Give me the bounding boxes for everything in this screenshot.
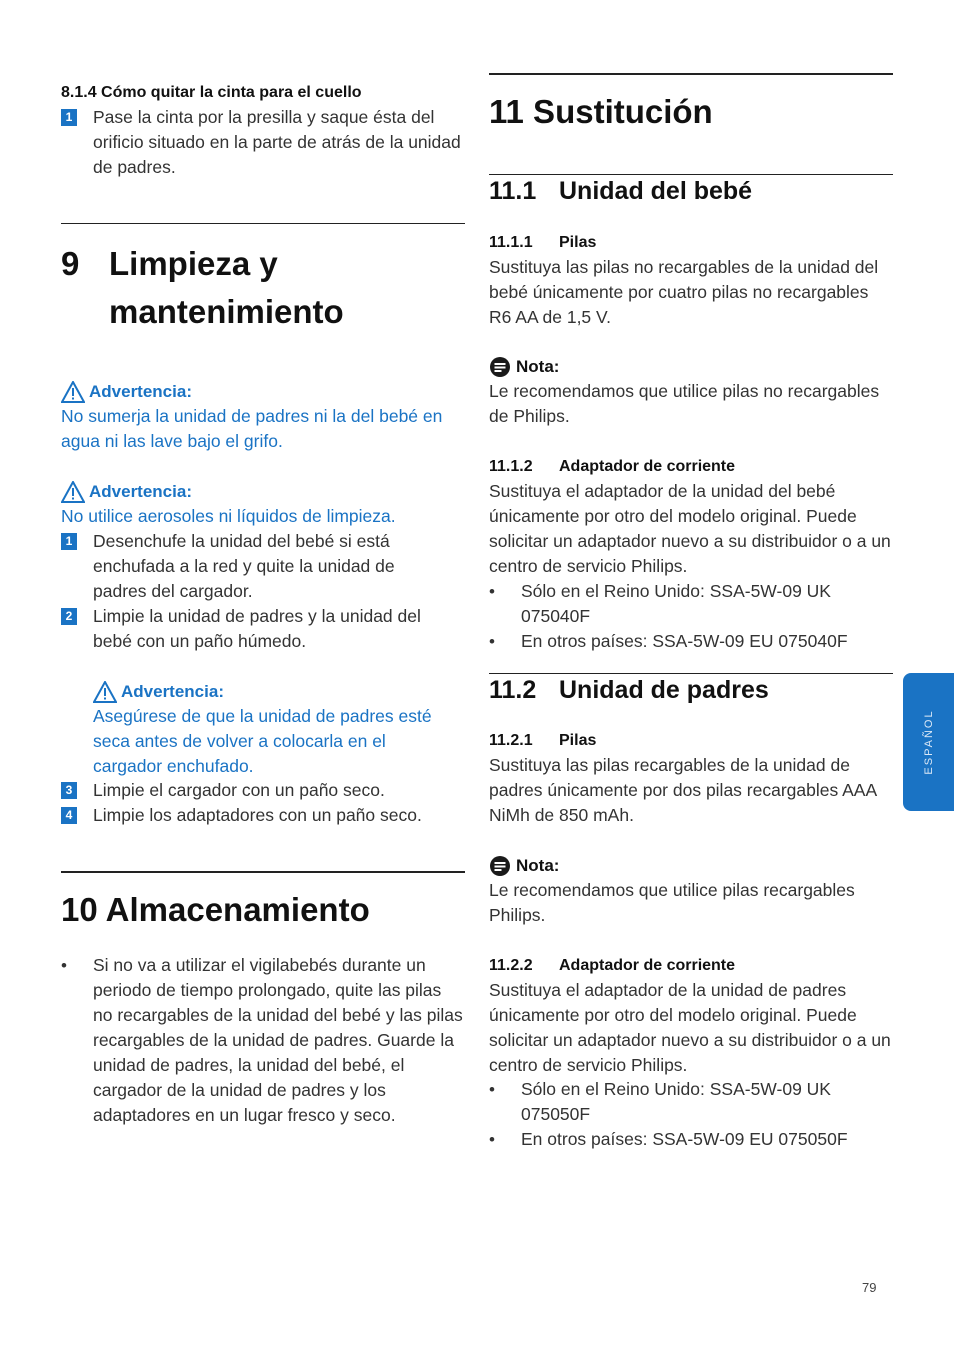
bullet-text: En otros países: SSA-5W-09 EU 075050F bbox=[521, 1129, 848, 1149]
note-icon bbox=[489, 356, 511, 378]
subsection-title: Adaptador de corriente bbox=[559, 458, 736, 475]
language-label: ESPAÑOL bbox=[922, 709, 935, 775]
section-9-number: 9 bbox=[61, 245, 80, 282]
note-label: Nota: bbox=[516, 856, 560, 875]
list-item bbox=[61, 953, 465, 1128]
section-11-1-title bbox=[489, 175, 752, 207]
step-item bbox=[61, 529, 441, 604]
section-10-title: 10 Almacenamiento bbox=[61, 891, 370, 928]
step-text: Limpie la unidad de padres y la unidad del bebé con un paño húmedo. bbox=[93, 606, 421, 651]
warning-icon bbox=[61, 481, 85, 503]
subsection-number: 11.2.1 bbox=[489, 732, 533, 749]
note-text: Le recomendamos que utilice pilas recargables Philips. bbox=[489, 880, 855, 925]
section-number: 11.2 bbox=[489, 676, 537, 704]
step-number: 4 bbox=[61, 807, 77, 824]
warning-label: Advertencia: bbox=[121, 682, 224, 701]
paragraph: Sustituya las pilas no recargables de la unidad del bebé únicamente por cuatro pilas no recargables R6 AA de 1,5 V. bbox=[489, 257, 879, 327]
section-title-text: Unidad del bebé bbox=[559, 177, 753, 205]
step-number: 3 bbox=[61, 782, 77, 799]
list-item bbox=[489, 579, 893, 629]
subsection-title: Pilas bbox=[559, 234, 597, 251]
note-text: Le recomendamos que utilice pilas no recargables de Philips. bbox=[489, 381, 880, 426]
step-text: Pase la cinta por la presilla y saque ésta del orificio situado en la parte de atrás de la unidad de padres. bbox=[93, 107, 461, 177]
list-item bbox=[489, 629, 893, 654]
note-icon bbox=[489, 855, 511, 877]
section-9-title-line2: mantenimiento bbox=[109, 293, 344, 330]
subsection-number: 11.1.1 bbox=[489, 234, 533, 251]
section-title-text: Unidad de padres bbox=[559, 676, 769, 704]
step-number: 2 bbox=[61, 608, 77, 625]
step-item bbox=[61, 778, 465, 803]
step-item bbox=[61, 105, 465, 180]
paragraph: Sustituya el adaptador de la unidad del bebé únicamente por otro del modelo original. Puede solicitar un adaptador nuevo a su distribuidor o a un centro de servicio Philips. bbox=[489, 481, 891, 576]
page-number: 79 bbox=[862, 1280, 877, 1295]
step-number: 1 bbox=[61, 109, 77, 126]
section-11-title: 11 Sustitución bbox=[489, 93, 713, 130]
bullet-text: En otros países: SSA-5W-09 EU 075040F bbox=[521, 631, 848, 651]
subsection-number: 11.1.2 bbox=[489, 458, 533, 475]
warning-icon bbox=[61, 381, 85, 403]
bullet-dot: • bbox=[489, 1080, 495, 1099]
warning-text: No utilice aerosoles ni líquidos de limpieza. bbox=[61, 506, 396, 526]
step-text: Limpie los adaptadores con un paño seco. bbox=[93, 805, 422, 825]
bullet-dot: • bbox=[61, 956, 67, 975]
warning-text: No sumerja la unidad de padres ni la del bebé en agua ni las lave bajo el grifo. bbox=[61, 406, 443, 451]
warning-heading bbox=[61, 479, 192, 504]
warning-heading bbox=[61, 379, 192, 404]
list-item bbox=[489, 1127, 893, 1152]
subsection-heading bbox=[489, 730, 596, 752]
section-11-2-title bbox=[489, 674, 769, 706]
bullet-dot: • bbox=[489, 582, 495, 601]
note-label: Nota: bbox=[516, 357, 560, 376]
warning-label: Advertencia: bbox=[89, 482, 192, 501]
section-8-1-4-heading: 8.1.4 Cómo quitar la cinta para el cuello bbox=[61, 84, 362, 101]
warning-icon bbox=[93, 681, 117, 703]
section-divider bbox=[61, 223, 465, 224]
bullet-dot: • bbox=[489, 1130, 495, 1149]
list-item bbox=[489, 1077, 893, 1127]
section-divider bbox=[61, 871, 465, 873]
note-heading bbox=[489, 354, 559, 379]
subsection-title: Pilas bbox=[559, 732, 597, 749]
warning-text: Asegúrese de que la unidad de padres esté seca antes de volver a colocarla en el cargador enchufado. bbox=[93, 706, 432, 776]
bullet-dot: • bbox=[489, 632, 495, 651]
language-side-tab bbox=[903, 673, 954, 811]
step-item bbox=[61, 604, 465, 654]
warning-label: Advertencia: bbox=[89, 382, 192, 401]
subsection-title: Adaptador de corriente bbox=[559, 957, 736, 974]
note-heading bbox=[489, 853, 559, 878]
step-number: 1 bbox=[61, 533, 77, 550]
section-divider bbox=[489, 73, 893, 75]
subsection-number: 11.2.2 bbox=[489, 957, 533, 974]
subsection-heading bbox=[489, 955, 735, 977]
step-text: Limpie el cargador con un paño seco. bbox=[93, 780, 385, 800]
warning-heading bbox=[93, 679, 224, 704]
subsection-heading bbox=[489, 232, 596, 254]
step-item bbox=[61, 803, 465, 828]
section-9-title bbox=[61, 240, 465, 336]
bullet-text: Si no va a utilizar el vigilabebés durante un periodo de tiempo prolongado, quite las pilas no recargables de la unidad del bebé y las pilas recargables de la unidad de padres. Guarde la unidad de padres, la unidad del bebé, el cargador de la unidad de padres y los adaptadores en un lugar fresco y seco. bbox=[93, 955, 463, 1125]
paragraph: Sustituya las pilas recargables de la unidad de padres únicamente por dos pilas recargables AAA NiMh de 850 mAh. bbox=[489, 755, 877, 825]
bullet-text: Sólo en el Reino Unido: SSA-5W-09 UK 075040F bbox=[521, 581, 831, 626]
subsection-heading bbox=[489, 456, 735, 478]
section-number: 11.1 bbox=[489, 177, 537, 205]
section-9-title-line1: Limpieza y bbox=[109, 245, 278, 282]
step-text: Desenchufe la unidad del bebé si está enchufada a la red y quite la unidad de padres del cargador. bbox=[93, 531, 395, 601]
bullet-text: Sólo en el Reino Unido: SSA-5W-09 UK 075050F bbox=[521, 1079, 831, 1124]
paragraph: Sustituya el adaptador de la unidad de padres únicamente por otro del modelo original. Puede solicitar un adaptador nuevo a su distribuidor o a un centro de servicio Philips. bbox=[489, 980, 891, 1075]
